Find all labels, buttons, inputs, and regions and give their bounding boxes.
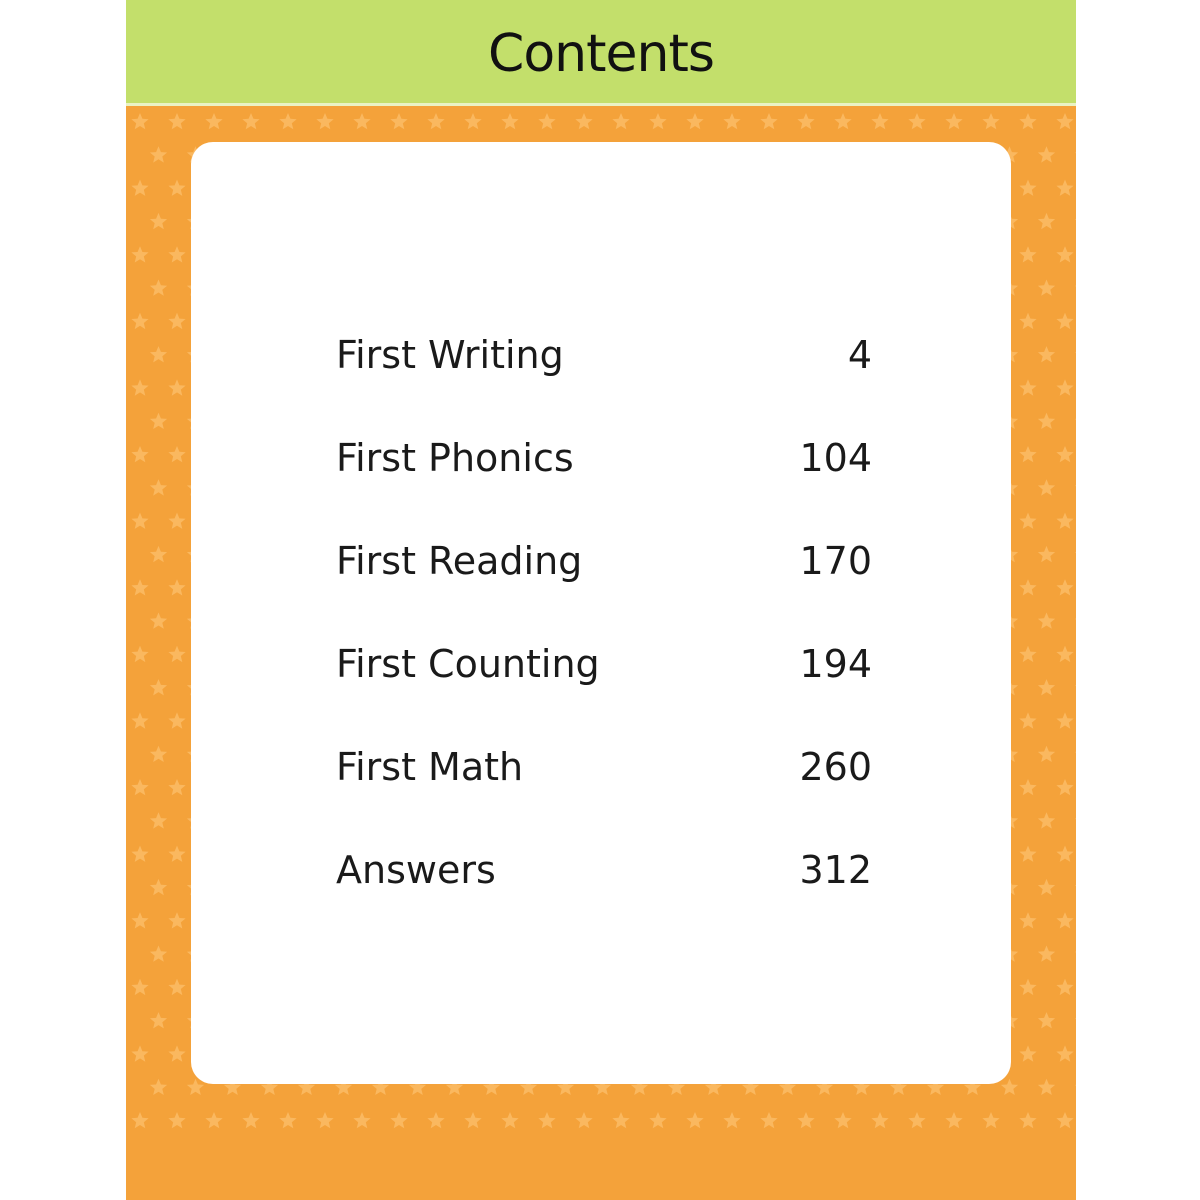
toc-entry-first-writing[interactable]	[336, 320, 872, 423]
toc-entry-first-reading[interactable]	[336, 526, 872, 629]
toc-entry-title: First Writing	[336, 333, 564, 377]
toc-entry-first-math[interactable]	[336, 732, 872, 835]
toc-entry-first-counting[interactable]	[336, 629, 872, 732]
toc-entry-page-number: 312	[799, 848, 872, 892]
page-title: Contents	[488, 24, 714, 84]
toc-entry-title: First Counting	[336, 642, 600, 686]
contents-page	[126, 0, 1076, 1200]
toc-entry-page-number: 4	[847, 333, 872, 377]
toc-entry-page-number: 194	[799, 642, 872, 686]
contents-panel	[191, 142, 1011, 1084]
table-of-contents	[336, 320, 872, 938]
toc-entry-answers[interactable]	[336, 835, 872, 938]
toc-entry-title: Answers	[336, 848, 496, 892]
toc-entry-title: First Reading	[336, 539, 583, 583]
toc-entry-first-phonics[interactable]	[336, 423, 872, 526]
toc-entry-title: First Phonics	[336, 436, 574, 480]
toc-entry-page-number: 170	[799, 539, 872, 583]
toc-entry-page-number: 260	[799, 745, 872, 789]
contents-header	[126, 0, 1076, 106]
toc-entry-page-number: 104	[799, 436, 872, 480]
toc-entry-title: First Math	[336, 745, 524, 789]
